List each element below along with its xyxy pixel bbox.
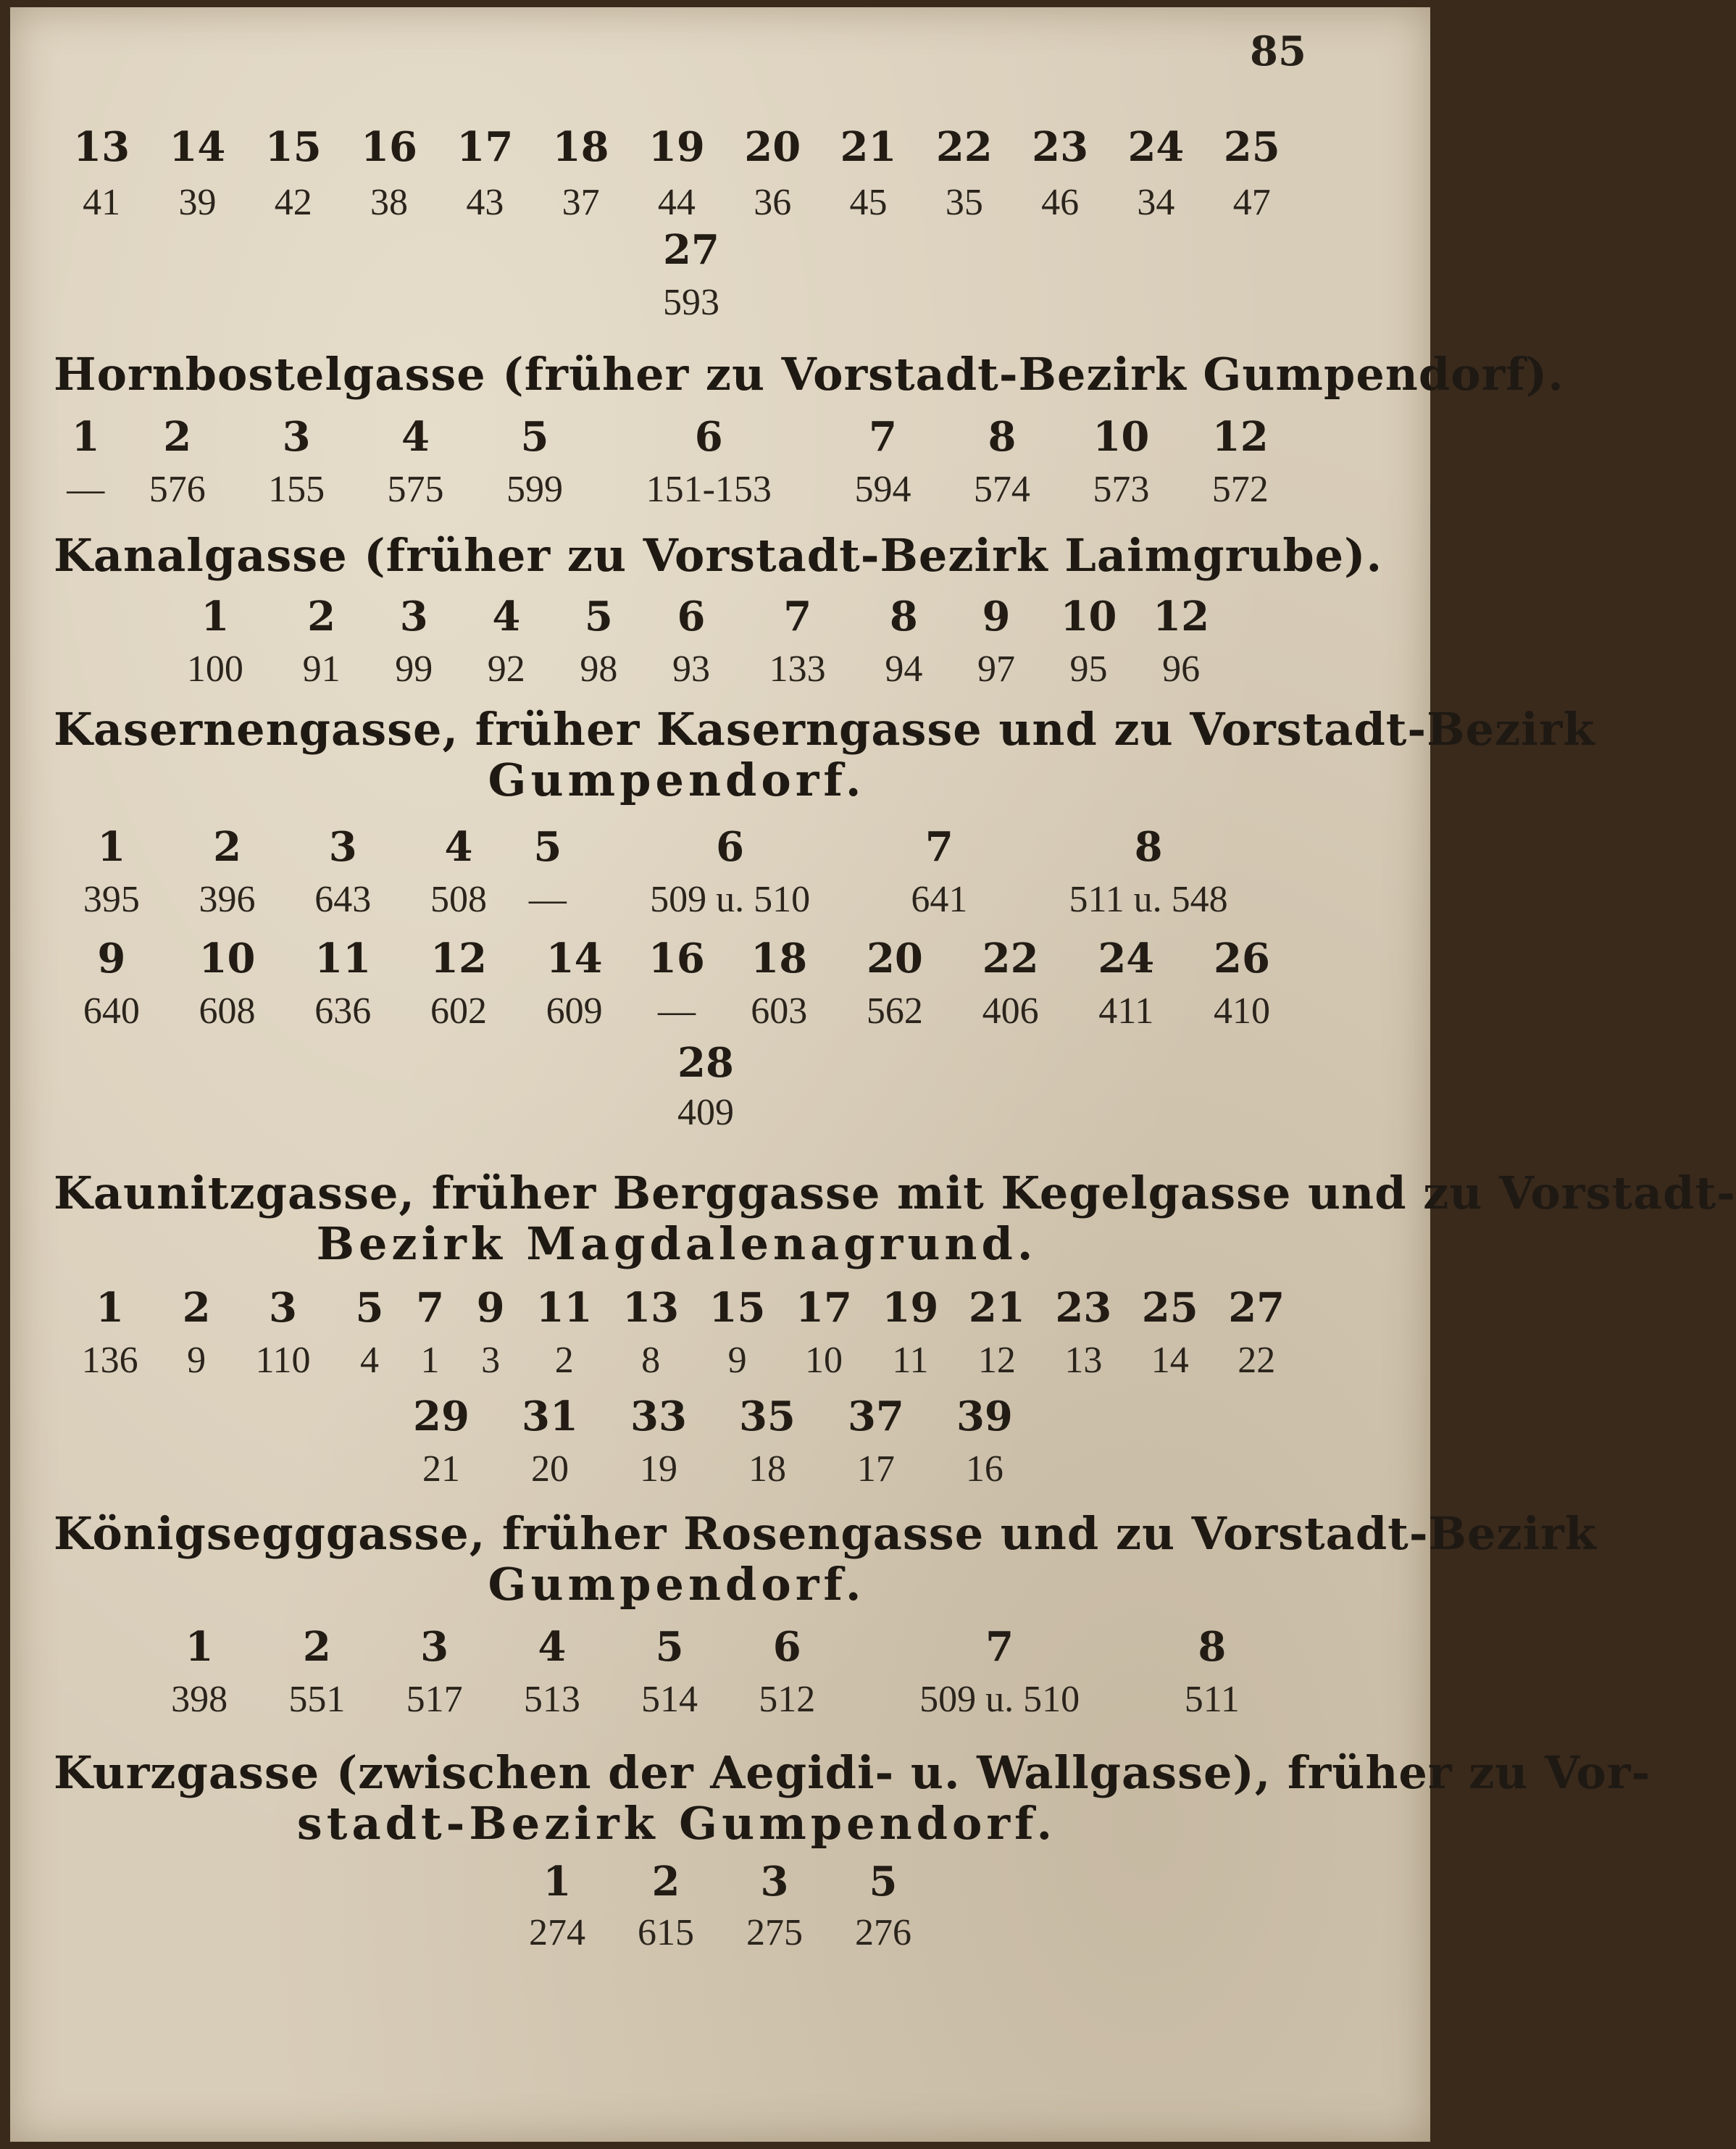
conscription-number: 396 xyxy=(199,879,256,920)
street-heading: Hornbostelgasse (früher zu Vorstadt-Bezirk Gumpendorf). xyxy=(54,348,1564,401)
house-number: 31 xyxy=(522,1393,578,1440)
house-number: 2 xyxy=(302,1623,331,1671)
conscription-number: 594 xyxy=(854,469,911,510)
street-heading-continuation: stadt-Bezirk Gumpendorf. xyxy=(296,1797,1057,1850)
number-row xyxy=(54,1339,1300,1382)
number-row xyxy=(141,1623,1271,1671)
house-number: 3 xyxy=(760,1858,789,1906)
conscription-number: 9 xyxy=(187,1340,206,1381)
conscription-number: 96 xyxy=(1162,648,1201,690)
conscription-number: 155 xyxy=(268,469,325,510)
house-number: 20 xyxy=(866,935,923,982)
conscription-number: 511 u. 548 xyxy=(1069,879,1228,920)
conscription-number: 98 xyxy=(580,648,618,690)
conscription-number: 44 xyxy=(657,182,696,223)
house-number: 5 xyxy=(584,593,613,640)
house-number: 3 xyxy=(269,1284,297,1332)
street-heading-continuation: Gumpendorf. xyxy=(488,754,866,806)
house-number: 1 xyxy=(96,1284,125,1332)
house-number: 2 xyxy=(307,593,336,640)
house-number: 16 xyxy=(648,935,705,982)
conscription-number: 97 xyxy=(977,648,1015,690)
conscription-number: 275 xyxy=(746,1912,803,1953)
house-number: 14 xyxy=(169,123,226,171)
street-heading-continuation: Gumpendorf. xyxy=(488,1558,866,1611)
number-row xyxy=(54,181,1300,224)
conscription-number: 409 xyxy=(677,1092,734,1133)
house-number: 28 xyxy=(677,1039,734,1087)
house-number: 2 xyxy=(651,1858,680,1906)
house-number: 7 xyxy=(925,823,953,871)
conscription-number: 575 xyxy=(387,469,444,510)
conscription-number: 94 xyxy=(885,648,923,690)
conscription-number: 151-153 xyxy=(646,469,772,510)
street-heading: Kaunitzgasse, früher Berggasse mit Kegelgasse und zu Vorstadt- xyxy=(54,1167,1736,1219)
conscription-number: 10 xyxy=(805,1340,843,1381)
conscription-number: 9 xyxy=(727,1340,747,1381)
house-number: 9 xyxy=(476,1284,505,1332)
house-number: 27 xyxy=(1228,1284,1285,1332)
house-number: 5 xyxy=(533,823,562,871)
conscription-number: 643 xyxy=(314,879,372,920)
house-number: 1 xyxy=(97,823,126,871)
conscription-number: 11 xyxy=(892,1340,929,1381)
house-number: 7 xyxy=(783,593,812,640)
conscription-number: 514 xyxy=(641,1679,698,1720)
house-number: 37 xyxy=(847,1393,904,1440)
conscription-number: 38 xyxy=(370,182,409,223)
conscription-number: 512 xyxy=(759,1679,816,1720)
number-row xyxy=(54,468,1300,511)
conscription-number: 551 xyxy=(288,1679,346,1720)
house-number: 22 xyxy=(982,935,1039,982)
number-row xyxy=(54,935,1300,982)
number-row xyxy=(633,226,749,274)
conscription-number: 3 xyxy=(481,1340,501,1381)
conscription-number: 508 xyxy=(430,879,487,920)
house-number: 7 xyxy=(985,1623,1014,1671)
conscription-number: 406 xyxy=(982,990,1039,1032)
house-number: 29 xyxy=(413,1393,470,1440)
conscription-number: — xyxy=(67,469,105,510)
house-number: 21 xyxy=(840,123,897,171)
house-number: 2 xyxy=(163,413,192,461)
house-number: 11 xyxy=(314,935,372,982)
conscription-number: 517 xyxy=(406,1679,463,1720)
house-number: 3 xyxy=(399,593,428,640)
house-number: 3 xyxy=(420,1623,449,1671)
conscription-number: 2 xyxy=(554,1340,574,1381)
number-row xyxy=(155,648,1227,690)
house-number: 4 xyxy=(492,593,521,640)
conscription-number: 513 xyxy=(523,1679,580,1720)
number-row xyxy=(54,413,1300,461)
house-number: 8 xyxy=(889,593,918,640)
house-number: 3 xyxy=(328,823,357,871)
conscription-number: 136 xyxy=(81,1340,138,1381)
house-number: 24 xyxy=(1127,123,1185,171)
house-number: 10 xyxy=(199,935,256,982)
house-number: 7 xyxy=(869,413,897,461)
conscription-number: 511 xyxy=(1184,1679,1240,1720)
conscription-number: 602 xyxy=(430,990,487,1032)
conscription-number: 133 xyxy=(769,648,826,690)
conscription-number: 12 xyxy=(977,1340,1016,1381)
conscription-number: 576 xyxy=(149,469,206,510)
conscription-number: 42 xyxy=(274,182,312,223)
house-number: 23 xyxy=(1032,123,1089,171)
conscription-number: 43 xyxy=(466,182,504,223)
street-heading-continuation: Bezirk Magdalenagrund. xyxy=(316,1217,1038,1270)
number-row xyxy=(54,123,1300,171)
conscription-number: — xyxy=(657,990,696,1032)
number-row xyxy=(503,1911,938,1954)
house-number: 23 xyxy=(1055,1284,1112,1332)
conscription-number: 39 xyxy=(178,182,217,223)
house-number: 25 xyxy=(1141,1284,1198,1332)
house-number: 6 xyxy=(677,593,706,640)
conscription-number: 93 xyxy=(672,648,710,690)
house-number: 8 xyxy=(1198,1623,1227,1671)
number-row xyxy=(54,990,1300,1032)
house-number: 1 xyxy=(543,1858,572,1906)
conscription-number: 47 xyxy=(1232,182,1271,223)
conscription-number: 603 xyxy=(751,990,808,1032)
conscription-number: 20 xyxy=(530,1448,569,1490)
house-number: 4 xyxy=(444,823,473,871)
house-number: 39 xyxy=(956,1393,1013,1440)
conscription-number: 21 xyxy=(422,1448,460,1490)
conscription-number: 562 xyxy=(866,990,923,1032)
house-number: 2 xyxy=(182,1284,211,1332)
conscription-number: 593 xyxy=(663,282,719,323)
conscription-number: 14 xyxy=(1151,1340,1189,1381)
house-number: 19 xyxy=(648,123,705,171)
conscription-number: 110 xyxy=(255,1340,311,1381)
conscription-number: 574 xyxy=(973,469,1030,510)
conscription-number: 95 xyxy=(1069,648,1108,690)
street-heading: Kurzgasse (zwischen der Aegidi- u. Wallgasse), früher zu Vor- xyxy=(54,1746,1651,1799)
number-row xyxy=(54,878,1300,921)
conscription-number: 509 u. 510 xyxy=(919,1679,1080,1720)
house-number: 17 xyxy=(796,1284,852,1332)
conscription-number: 45 xyxy=(849,182,888,223)
conscription-number: 35 xyxy=(945,182,983,223)
house-number: 14 xyxy=(546,935,603,982)
number-row xyxy=(54,823,1300,871)
number-row xyxy=(648,1039,764,1087)
house-number: 5 xyxy=(655,1623,684,1671)
house-number: 17 xyxy=(456,123,514,171)
house-number: 4 xyxy=(538,1623,567,1671)
conscription-number: 1 xyxy=(420,1340,440,1381)
conscription-number: 34 xyxy=(1137,182,1175,223)
house-number: 22 xyxy=(935,123,993,171)
house-number: 13 xyxy=(622,1284,680,1332)
house-number: 12 xyxy=(1153,593,1210,640)
conscription-number: 608 xyxy=(199,990,256,1032)
conscription-number: 4 xyxy=(359,1340,379,1381)
house-number: 1 xyxy=(201,593,230,640)
house-number: 9 xyxy=(97,935,126,982)
house-number: 6 xyxy=(716,823,745,871)
page-number: 85 xyxy=(1250,28,1306,75)
conscription-number: 509 u. 510 xyxy=(650,879,811,920)
house-number: 15 xyxy=(264,123,322,171)
house-number: 24 xyxy=(1098,935,1155,982)
street-heading: Kasernengasse, früher Kaserngasse und zu Vorstadt-Bezirk xyxy=(54,703,1595,756)
number-row xyxy=(387,1448,1039,1490)
house-number: 18 xyxy=(751,935,808,982)
conscription-number: 641 xyxy=(911,879,968,920)
house-number: 7 xyxy=(416,1284,445,1332)
conscription-number: 16 xyxy=(965,1448,1003,1490)
conscription-number: 41 xyxy=(83,182,121,223)
conscription-number: 411 xyxy=(1098,990,1154,1032)
conscription-number: — xyxy=(528,879,567,920)
house-number: 1 xyxy=(185,1623,214,1671)
conscription-number: 99 xyxy=(395,648,433,690)
book-page xyxy=(10,7,1736,2142)
conscription-number: 91 xyxy=(302,648,341,690)
house-number: 8 xyxy=(988,413,1017,461)
house-number: 3 xyxy=(282,413,311,461)
number-row xyxy=(54,1284,1300,1332)
number-row xyxy=(633,281,749,324)
house-number: 11 xyxy=(535,1284,593,1332)
house-number: 19 xyxy=(882,1284,939,1332)
house-number: 21 xyxy=(968,1284,1025,1332)
conscription-number: 636 xyxy=(314,990,372,1032)
house-number: 18 xyxy=(552,123,609,171)
conscription-number: 36 xyxy=(754,182,792,223)
conscription-number: 395 xyxy=(83,879,140,920)
house-number: 13 xyxy=(73,123,130,171)
house-number: 9 xyxy=(982,593,1011,640)
house-number: 5 xyxy=(355,1284,384,1332)
house-number: 35 xyxy=(738,1393,796,1440)
house-number: 4 xyxy=(401,413,430,461)
conscription-number: 573 xyxy=(1093,469,1150,510)
street-heading: Königsegggasse, früher Rosengasse und zu Vorstadt-Bezirk xyxy=(54,1507,1597,1560)
street-heading: Kanalgasse (früher zu Vorstadt-Bezirk Laimgrube). xyxy=(54,529,1383,582)
conscription-number: 13 xyxy=(1064,1340,1103,1381)
house-number: 20 xyxy=(744,123,801,171)
conscription-number: 276 xyxy=(855,1912,911,1953)
house-number: 27 xyxy=(663,226,719,274)
conscription-number: 615 xyxy=(638,1912,694,1953)
house-number: 12 xyxy=(430,935,487,982)
number-row xyxy=(141,1678,1271,1721)
number-row xyxy=(648,1091,764,1134)
house-number: 6 xyxy=(694,413,723,461)
conscription-number: 92 xyxy=(487,648,525,690)
conscription-number: 609 xyxy=(546,990,603,1032)
number-row xyxy=(155,593,1227,640)
house-number: 16 xyxy=(361,123,417,171)
conscription-number: 46 xyxy=(1041,182,1080,223)
house-number: 5 xyxy=(520,413,549,461)
conscription-number: 18 xyxy=(748,1448,786,1490)
conscription-number: 17 xyxy=(856,1448,895,1490)
house-number: 5 xyxy=(869,1858,898,1906)
conscription-number: 37 xyxy=(562,182,600,223)
house-number: 25 xyxy=(1223,123,1280,171)
house-number: 1 xyxy=(71,413,100,461)
conscription-number: 572 xyxy=(1211,469,1269,510)
house-number: 6 xyxy=(772,1623,801,1671)
conscription-number: 599 xyxy=(506,469,563,510)
conscription-number: 640 xyxy=(83,990,140,1032)
house-number: 10 xyxy=(1060,593,1117,640)
house-number: 10 xyxy=(1093,413,1150,461)
conscription-number: 398 xyxy=(171,1679,228,1720)
number-row xyxy=(387,1393,1039,1440)
conscription-number: 8 xyxy=(641,1340,661,1381)
house-number: 12 xyxy=(1211,413,1269,461)
conscription-number: 19 xyxy=(639,1448,677,1490)
house-number: 8 xyxy=(1134,823,1163,871)
conscription-number: 274 xyxy=(529,1912,585,1953)
house-number: 15 xyxy=(709,1284,766,1332)
house-number: 2 xyxy=(213,823,242,871)
house-number: 26 xyxy=(1214,935,1270,982)
house-number: 33 xyxy=(630,1393,687,1440)
conscription-number: 410 xyxy=(1214,990,1271,1032)
number-row xyxy=(503,1858,938,1906)
conscription-number: 22 xyxy=(1238,1340,1276,1381)
conscription-number: 100 xyxy=(186,648,243,690)
